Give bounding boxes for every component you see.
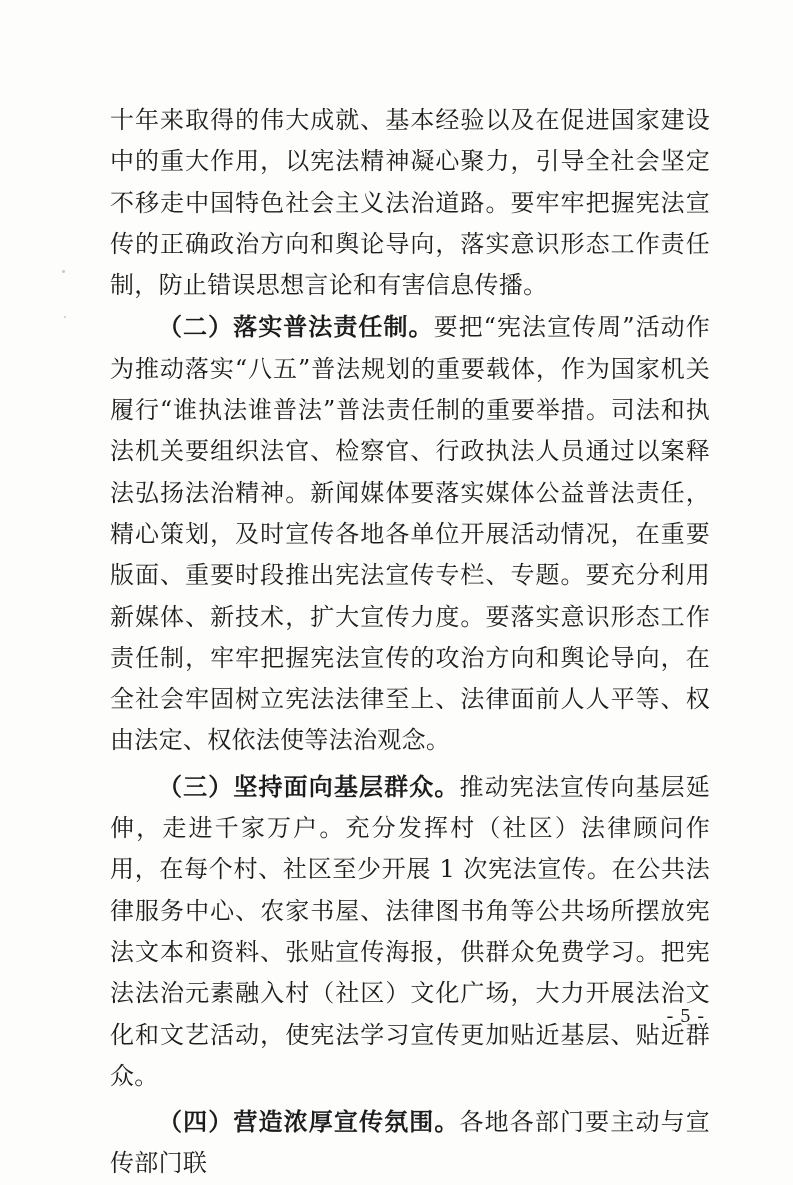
paragraph-text: 要把“宪法宣传周”活动作为推动落实“八五”普法规划的重要载体，作为国家机关履行“谁执法谁普法”普法责任制的重要举措。司法和执法机关要组织法官、检察官、行政执法人员通过以案释法弘扬法治精神。新闻媒体要落实媒体公益普法责任，精心策划，及时宣传各地各单位开展活动情况，在重要版面、重要时段推出宪法宣传专栏、专题。要充分利用新媒体、新技术，扩大宣传力度。要落实意识形态工作责任制，牢牢把握宪法宣传的攻治方向和舆论导向，在全社会牢固树立宪法法律至上、法律面前人人平等、权由法定、权依法使等法治观念。 [110,313,710,755]
paragraph-text: 推动宪法宣传向基层延伸，走进千家万户。充分发挥村（社区）法律顾问作用，在每个村、社区至少开展 1 次宪法宣传。在公共法律服务中心、农家书屋、法律图书角等公共场所摆放宪法文本和资料、张贴宣传海报，供群众免费学习。把宪法法治元素融入村（社区）文化广场，大力开展法治文化和文艺活动，使宪法学习宣传更加贴近基层、贴近群众。 [110,772,710,1090]
paragraph-section-3 [110,766,710,1097]
paragraph-text: 各地各部门要主动与宣传部门联 [110,1108,710,1178]
paragraph-text: 十年来取得的伟大成就、基本经验以及在促进国家建设中的重大作用，以宪法精神凝心聚力，引导全社会坚定不移走中国特色社会主义法治道路。要牢牢把握宪法宣传的正确政治方向和舆论导向，落实意识形态工作责任制，防止错误思想言论和有害信息传播。 [110,106,710,300]
paragraph-section-4 [110,1101,710,1185]
scan-speck [64,316,66,318]
paragraph-section-2 [110,306,710,761]
section-heading: （四）营造浓厚宣传氛围。 [158,1107,460,1137]
paragraph-continuation [110,100,710,306]
body-text [110,100,710,1185]
section-heading: （二）落实普法责任制。 [158,312,434,342]
page-number: - 5 - [666,1005,705,1027]
section-heading: （三）坚持面向基层群众。 [158,771,460,801]
scan-speck [62,270,65,273]
